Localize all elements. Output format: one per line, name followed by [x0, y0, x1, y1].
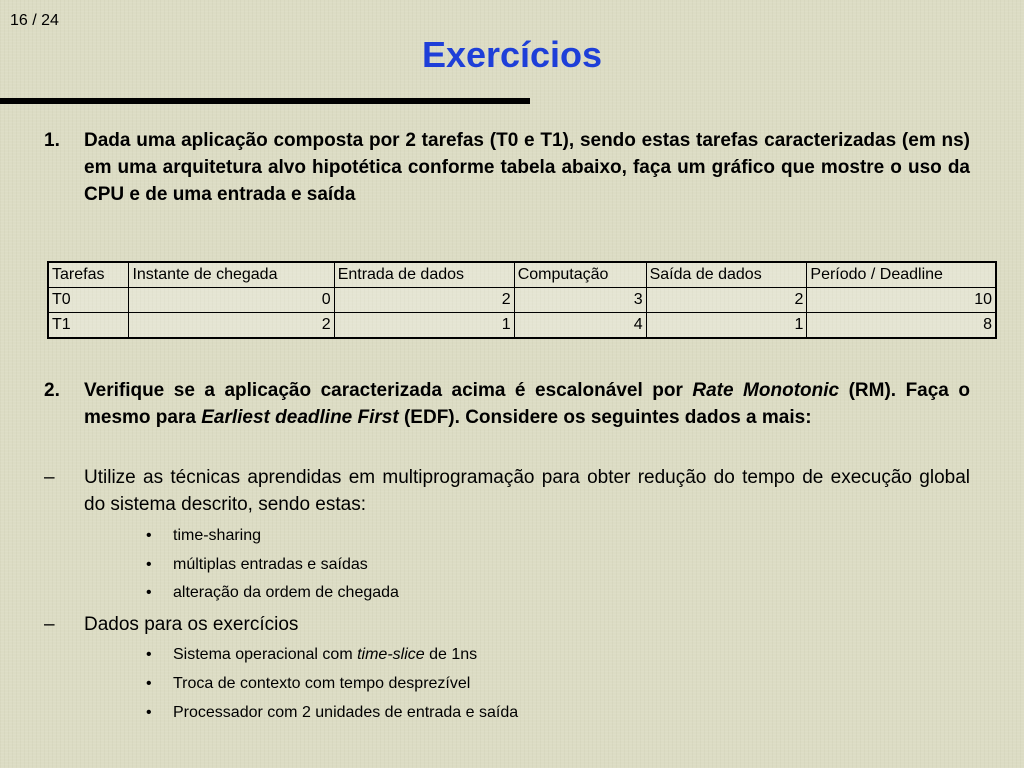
list-item: [146, 645, 478, 665]
exercise-2-text-b: (RM). Faça o mesmo para: [84, 380, 970, 428]
list-item: [146, 526, 262, 546]
table-cell: 0: [129, 288, 334, 313]
exercise-1-number: 1.: [44, 130, 60, 151]
list-item-text-b: de 1ns: [424, 646, 478, 663]
table-cell: 1: [334, 313, 514, 339]
list-item-text-a: Sistema operacional com: [173, 646, 358, 663]
table-header-cell: Período / Deadline: [807, 262, 996, 288]
exercise-data-text: Dados para os exercícios: [84, 614, 299, 635]
table-cell: T0: [48, 288, 129, 313]
techniques-text: Utilize as técnicas aprendidas em multiprogramação para obter redução do tempo de execução global do sistema descrito, sendo estas:: [84, 467, 970, 515]
dash-marker: –: [44, 614, 55, 635]
table-cell: 2: [334, 288, 514, 313]
list-item: [146, 583, 399, 603]
table-row: [48, 313, 996, 339]
list-item-text: Troca de contexto com tempo desprezível: [173, 675, 471, 692]
exercise-2-rm: Rate Monotonic: [692, 380, 840, 401]
table-header-cell: Tarefas: [48, 262, 129, 288]
list-item-text: múltiplas entradas e saídas: [173, 556, 368, 573]
list-item: [146, 703, 519, 723]
list-item-text: Processador com 2 unidades de entrada e saída: [173, 704, 519, 721]
list-item-text: alteração da ordem de chegada: [173, 584, 399, 601]
bullet-icon: •: [146, 675, 152, 692]
exercise-2-text-c: (EDF). Considere os seguintes dados a mais:: [398, 407, 812, 428]
table-cell: 2: [646, 288, 807, 313]
bullet-icon: •: [146, 584, 152, 601]
exercise-2-edf: Earliest deadline First: [201, 407, 399, 428]
exercise-2: [44, 377, 970, 431]
slide-number: 16 / 24: [10, 12, 59, 29]
table-header-cell: Saída de dados: [646, 262, 807, 288]
exercise-1: [44, 127, 970, 208]
table-header-cell: Entrada de dados: [334, 262, 514, 288]
table-cell: 2: [129, 313, 334, 339]
table-cell: 3: [514, 288, 646, 313]
dash-marker: –: [44, 467, 55, 488]
bullet-icon: •: [146, 646, 152, 663]
table-cell: 10: [807, 288, 996, 313]
bullet-icon: •: [146, 704, 152, 721]
bullet-icon: •: [146, 556, 152, 573]
list-item: [146, 555, 368, 575]
table-cell: T1: [48, 313, 129, 339]
exercise-1-text: Dada uma aplicação composta por 2 tarefas (T0 e T1), sendo estas tarefas caracterizadas (em ns) em uma arquitetura alvo hipotética conforme tabela abaixo, faça um gráfico que mostre o uso da CPU e de uma entrada e saída: [84, 130, 970, 205]
slide-title: Exercícios: [421, 34, 603, 75]
list-item-text: time-sharing: [173, 527, 262, 544]
exercise-2-text-a: Verifique se a aplicação caracterizada acima é escalonável por: [84, 380, 693, 401]
table-header-row: [48, 262, 996, 288]
table-cell: 1: [646, 313, 807, 339]
table-header-cell: Computação: [514, 262, 646, 288]
list-item: [146, 674, 471, 694]
exercise-data-item: [44, 611, 970, 638]
title-underline: [0, 98, 530, 104]
table-header-cell: Instante de chegada: [129, 262, 334, 288]
table-row: [48, 288, 996, 313]
table-cell: 8: [807, 313, 996, 339]
task-table: [47, 261, 997, 339]
list-item-italic: time-slice: [357, 646, 425, 663]
bullet-icon: •: [146, 527, 152, 544]
exercise-2-number: 2.: [44, 380, 60, 401]
table-cell: 4: [514, 313, 646, 339]
techniques-item: [44, 464, 970, 518]
